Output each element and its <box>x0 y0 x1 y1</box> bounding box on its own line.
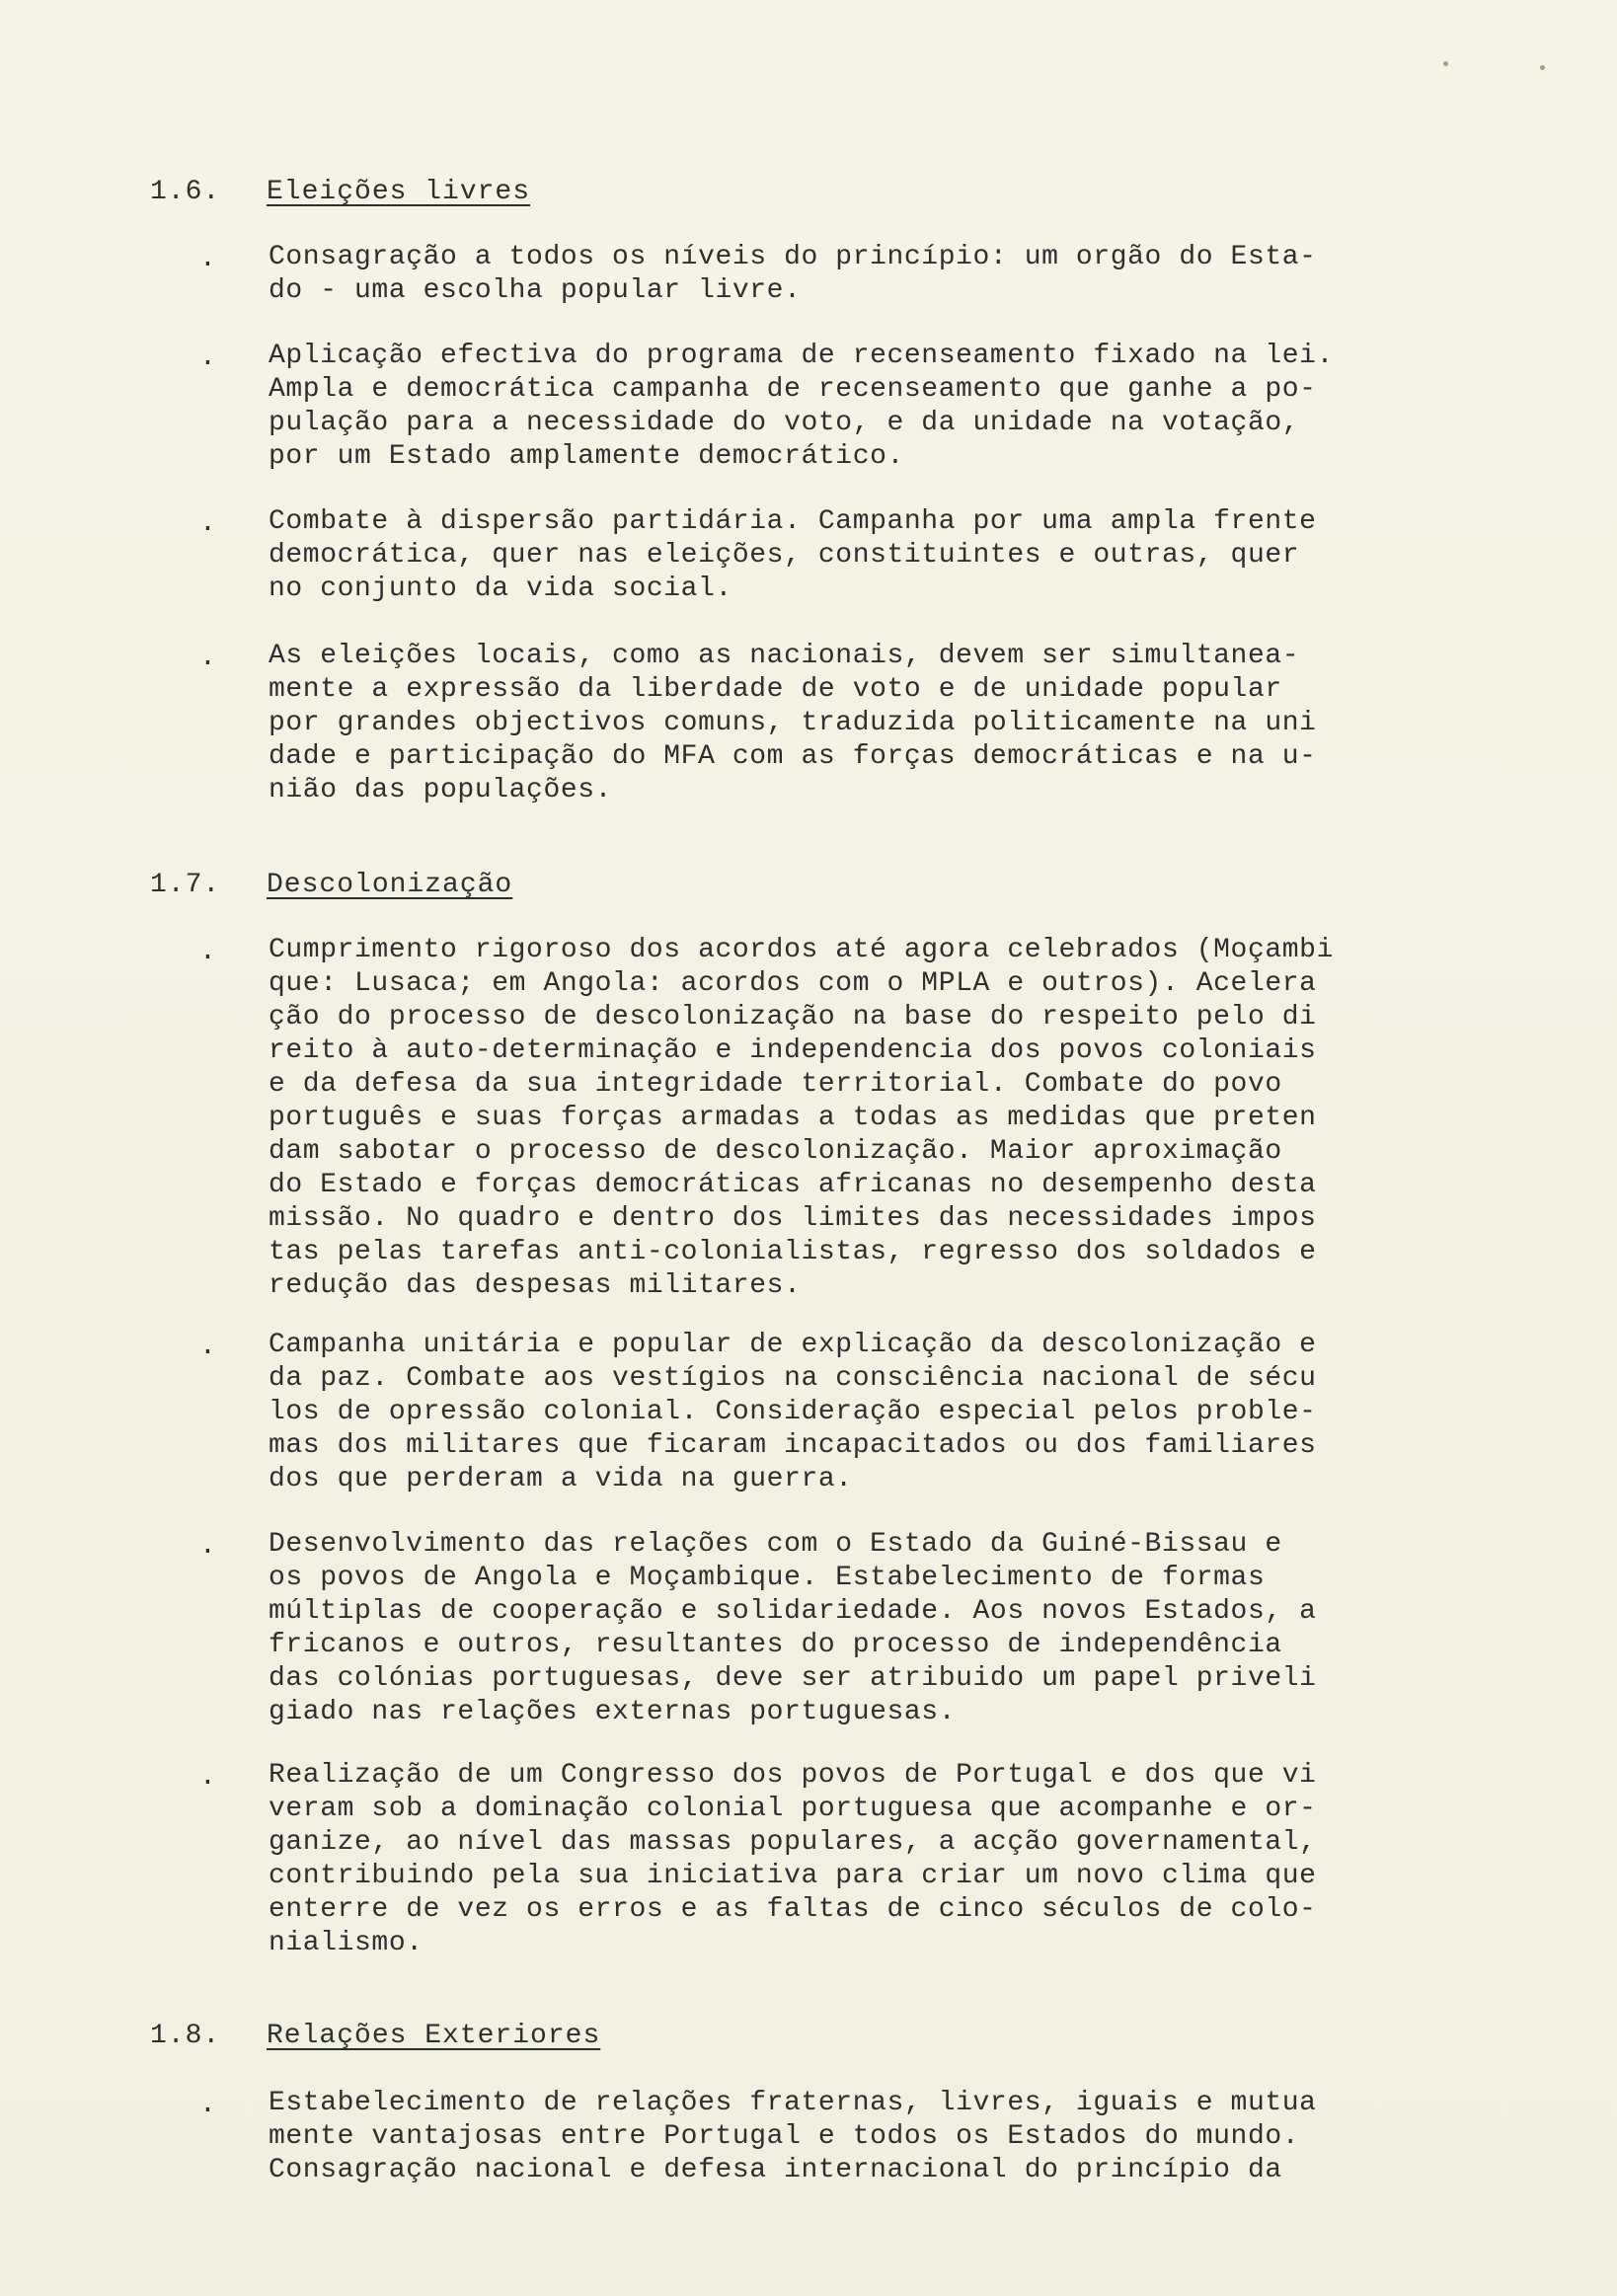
text-line: veram sob a dominação colonial portuguesa que acompanhe e or- <box>269 1794 1317 1824</box>
text-line: que: Lusaca; em Angola: acordos com o MPLA e outros). Acelera <box>269 968 1317 999</box>
text-line: da paz. Combate aos vestígios na consciência nacional de sécu <box>269 1363 1317 1394</box>
section-number: 1.8. <box>150 2021 221 2051</box>
text-line: Ampla e democrática campanha de recenseamento que ganhe a po- <box>269 374 1317 405</box>
text-line: mas dos militares que ficaram incapacitados ou dos familiares <box>269 1430 1317 1461</box>
text-line: redução das despesas militares. <box>269 1270 802 1301</box>
text-line: do - uma escolha popular livre. <box>269 275 802 306</box>
text-line: Campanha unitária e popular de explicação da descolonização e <box>269 1330 1317 1360</box>
text-line: das colónias portuguesas, deve ser atribuido um papel priveli <box>269 1663 1317 1694</box>
section-heading <box>150 2020 600 2053</box>
text-line: dos que perderam a vida na guerra. <box>269 1464 853 1494</box>
paragraph <box>199 1329 1481 1496</box>
bullet: . <box>199 343 217 373</box>
paragraph <box>199 241 1481 308</box>
text-line: dam sabotar o processo de descolonização. Maior aproximação <box>269 1136 1282 1167</box>
bullet: . <box>199 643 217 673</box>
paragraph <box>199 340 1481 474</box>
bullet: . <box>199 2090 217 2120</box>
section-title: Descolonização <box>267 870 513 900</box>
text-line: no conjunto da vida social. <box>269 574 732 604</box>
text-line: democrática, quer nas eleições, constituintes e outras, quer <box>269 540 1300 571</box>
text-line: Estabelecimento de relações fraternas, livres, iguais e mutua <box>269 2088 1317 2118</box>
paper-speck <box>1540 65 1545 70</box>
text-line: As eleições locais, como as nacionais, devem ser simultanea- <box>269 641 1300 671</box>
bullet: . <box>199 1531 217 1562</box>
section-title: Eleições livres <box>267 177 531 207</box>
section-heading <box>150 869 512 902</box>
text-line: fricanos e outros, resultantes do processo de independência <box>269 1630 1282 1660</box>
text-line: nião das populações. <box>269 775 613 805</box>
text-line: dade e participação do MFA com as forças democráticas e na u- <box>269 741 1317 772</box>
bullet: . <box>199 1332 217 1362</box>
text-line: ganize, ao nível das massas populares, a acção governamental, <box>269 1827 1317 1858</box>
text-line: Realização de um Congresso dos povos de Portugal e dos que vi <box>269 1760 1317 1791</box>
paragraph <box>199 2087 1481 2187</box>
text-line: mente vantajosas entre Portugal e todos os Estados do mundo. <box>269 2121 1300 2152</box>
text-line: reito à auto-determinação e independencia dos povos coloniais <box>269 1035 1317 1066</box>
text-line: do Estado e forças democráticas africanas no desempenho desta <box>269 1170 1317 1200</box>
text-line: múltiplas de cooperação e solidariedade. Aos novos Estados, a <box>269 1596 1317 1627</box>
text-line: Desenvolvimento das relações com o Estado da Guiné-Bissau e <box>269 1529 1282 1560</box>
bullet: . <box>199 244 217 274</box>
bullet: . <box>199 1762 217 1793</box>
text-line: pulação para a necessidade do voto, e da unidade na votação, <box>269 408 1300 438</box>
text-line: e da defesa da sua integridade territorial. Combate do povo <box>269 1069 1282 1100</box>
text-line: Consagração a todos os níveis do princípio: um orgão do Esta- <box>269 242 1317 272</box>
text-line: contribuindo pela sua iniciativa para criar um novo clima que <box>269 1861 1317 1891</box>
text-line: os povos de Angola e Moçambique. Estabelecimento de formas <box>269 1563 1266 1593</box>
text-line: Aplicação efectiva do programa de recenseamento fixado na lei. <box>269 341 1334 371</box>
text-line: los de opressão colonial. Consideração especial pelos proble- <box>269 1397 1317 1427</box>
text-line: por um Estado amplamente democrático. <box>269 441 904 472</box>
paragraph <box>199 1759 1481 1960</box>
section-title: Relações Exteriores <box>267 2021 601 2051</box>
paragraph <box>199 1528 1481 1729</box>
bullet: . <box>199 508 217 539</box>
text-line: Cumprimento rigoroso dos acordos até agora celebrados (Moçambi <box>269 935 1334 965</box>
section-number: 1.6. <box>150 177 221 207</box>
section-heading <box>150 176 530 209</box>
text-line: mente a expressão da liberdade de voto e de unidade popular <box>269 674 1282 705</box>
text-line: giado nas relações externas portuguesas. <box>269 1697 957 1727</box>
text-line: nialismo. <box>269 1928 424 1958</box>
paragraph <box>199 505 1481 606</box>
section-number: 1.7. <box>150 870 221 900</box>
paragraph <box>199 640 1481 807</box>
text-line: Combate à dispersão partidária. Campanha por uma ampla frente <box>269 506 1317 537</box>
paragraph <box>199 934 1481 1303</box>
text-line: enterre de vez os erros e as faltas de cinco séculos de colo- <box>269 1894 1317 1925</box>
paper-speck <box>1443 61 1448 66</box>
text-line: português e suas forças armadas a todas as medidas que preten <box>269 1103 1317 1133</box>
bullet: . <box>199 937 217 967</box>
text-line: ção do processo de descolonização na base do respeito pelo di <box>269 1002 1317 1033</box>
text-line: tas pelas tarefas anti-colonialistas, regresso dos soldados e <box>269 1237 1317 1267</box>
text-line: por grandes objectivos comuns, traduzida politicamente na uni <box>269 708 1317 738</box>
text-line: Consagração nacional e defesa internacional do princípio da <box>269 2155 1282 2185</box>
text-line: missão. No quadro e dentro dos limites das necessidades impos <box>269 1203 1317 1234</box>
